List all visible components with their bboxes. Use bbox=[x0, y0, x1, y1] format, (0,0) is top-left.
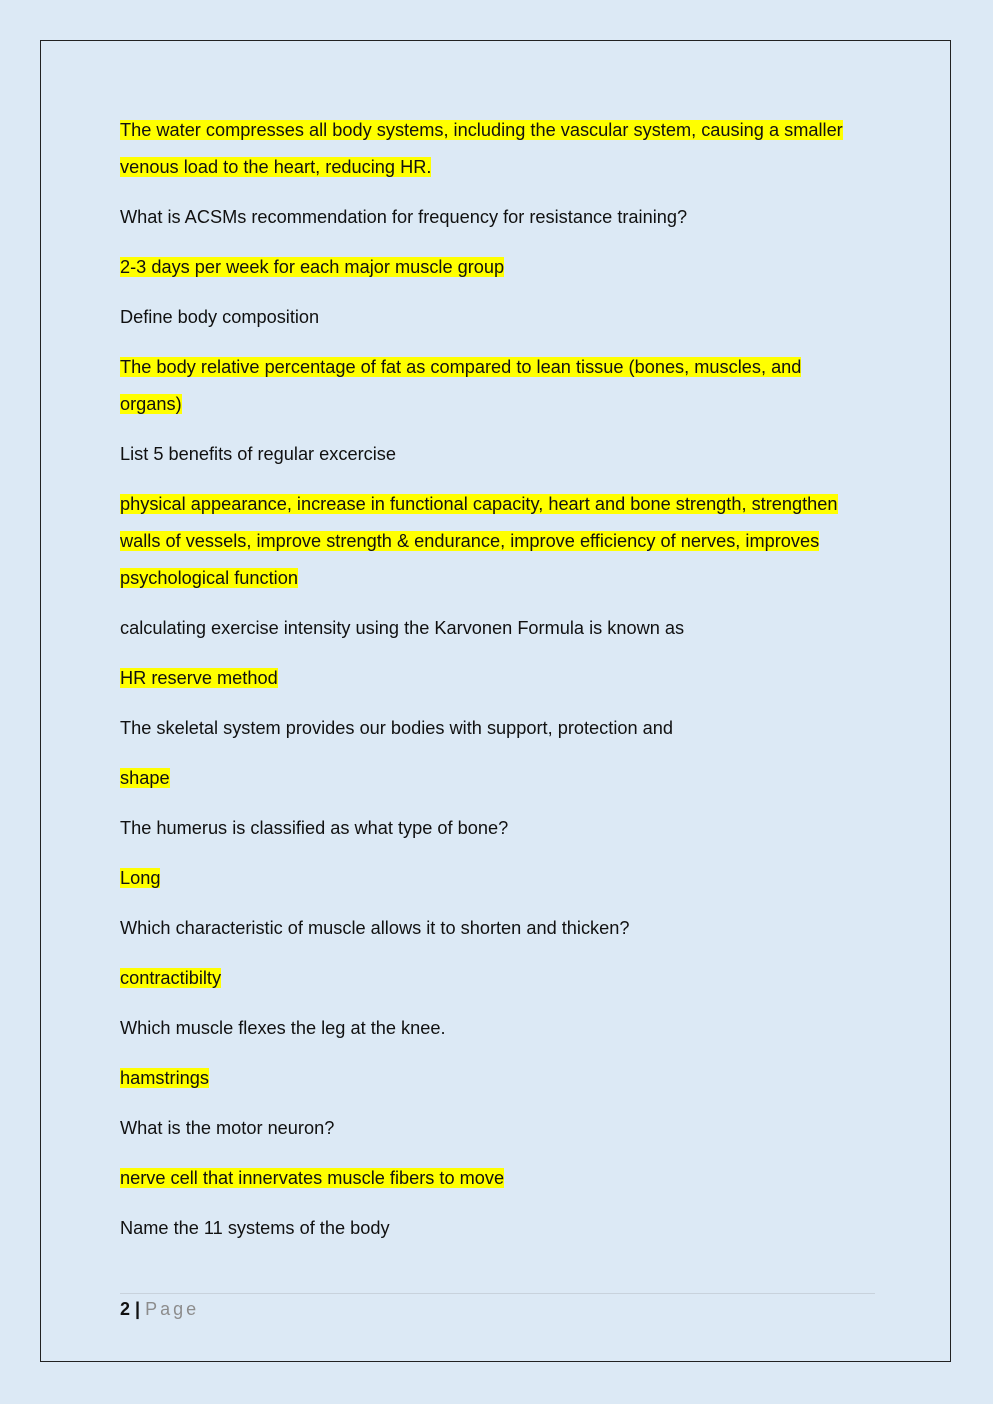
highlighted-text: physical appearance, increase in functional capacity, heart and bone strength, strengthen walls of vessels, improve strength & endurance, improve efficiency of nerves, improves psychological function bbox=[120, 494, 838, 588]
question-paragraph bbox=[120, 910, 860, 947]
highlighted-text: The water compresses all body systems, including the vascular system, causing a smaller venous load to the heart, reducing HR. bbox=[120, 120, 843, 177]
answer-paragraph bbox=[120, 112, 860, 186]
answer-paragraph bbox=[120, 860, 860, 897]
question-paragraph bbox=[120, 199, 860, 236]
answer-paragraph bbox=[120, 660, 860, 697]
question-text: The humerus is classified as what type of bone? bbox=[120, 818, 509, 838]
page-number: 2 bbox=[120, 1299, 131, 1319]
question-text: The skeletal system provides our bodies with support, protection and bbox=[120, 718, 673, 738]
highlighted-text: The body relative percentage of fat as compared to lean tissue (bones, muscles, and organs) bbox=[120, 357, 802, 414]
question-paragraph bbox=[120, 1010, 860, 1047]
highlighted-text: Long bbox=[120, 868, 161, 888]
answer-paragraph bbox=[120, 349, 860, 423]
document-body bbox=[120, 112, 860, 1260]
answer-paragraph bbox=[120, 960, 860, 997]
question-text: Which characteristic of muscle allows it to shorten and thicken? bbox=[120, 918, 630, 938]
footer-separator: | bbox=[135, 1299, 141, 1319]
answer-paragraph bbox=[120, 1160, 860, 1197]
question-paragraph bbox=[120, 710, 860, 747]
question-paragraph bbox=[120, 1210, 860, 1247]
highlighted-text: hamstrings bbox=[120, 1068, 209, 1088]
question-text: List 5 benefits of regular excercise bbox=[120, 444, 396, 464]
question-paragraph bbox=[120, 299, 860, 336]
question-text: Define body composition bbox=[120, 307, 320, 327]
question-paragraph bbox=[120, 610, 860, 647]
question-text: calculating exercise intensity using the Karvonen Formula is known as bbox=[120, 618, 685, 638]
answer-paragraph bbox=[120, 760, 860, 797]
highlighted-text: shape bbox=[120, 768, 170, 788]
question-paragraph bbox=[120, 1110, 860, 1147]
highlighted-text: 2-3 days per week for each major muscle group bbox=[120, 257, 505, 277]
question-text: Which muscle flexes the leg at the knee. bbox=[120, 1018, 446, 1038]
highlighted-text: nerve cell that innervates muscle fibers to move bbox=[120, 1168, 505, 1188]
answer-paragraph bbox=[120, 249, 860, 286]
question-text: What is ACSMs recommendation for frequency for resistance training? bbox=[120, 207, 688, 227]
page-label: Page bbox=[145, 1299, 200, 1319]
question-text: What is the motor neuron? bbox=[120, 1118, 335, 1138]
question-text: Name the 11 systems of the body bbox=[120, 1218, 390, 1238]
highlighted-text: HR reserve method bbox=[120, 668, 278, 688]
highlighted-text: contractibilty bbox=[120, 968, 222, 988]
page-footer bbox=[120, 1293, 875, 1320]
question-paragraph bbox=[120, 810, 860, 847]
answer-paragraph bbox=[120, 486, 860, 597]
answer-paragraph bbox=[120, 1060, 860, 1097]
question-paragraph bbox=[120, 436, 860, 473]
